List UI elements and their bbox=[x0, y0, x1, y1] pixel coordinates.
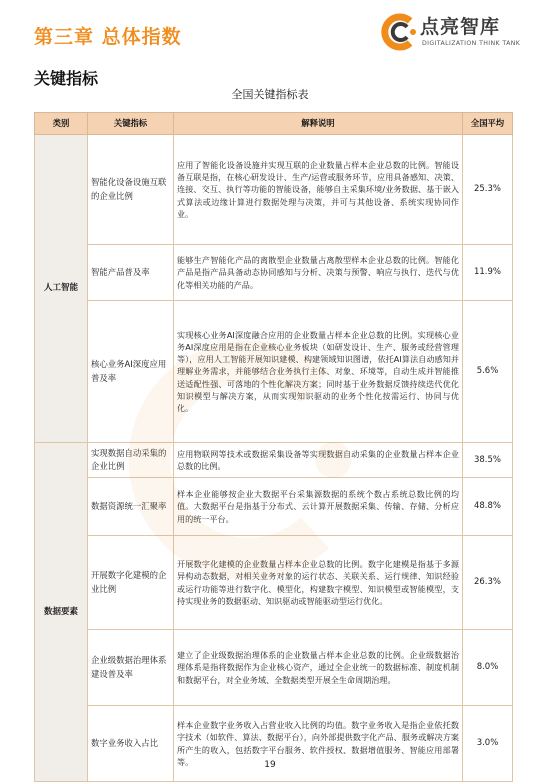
table-row bbox=[35, 478, 513, 536]
table-row bbox=[35, 301, 513, 443]
average-cell: 3.0% bbox=[463, 706, 513, 782]
indicator-cell: 数据资源统一汇聚率 bbox=[88, 478, 174, 536]
table-row bbox=[35, 630, 513, 706]
category-cell: 数据要素 bbox=[35, 443, 88, 782]
page-number: 19 bbox=[264, 760, 276, 770]
average-cell: 48.8% bbox=[463, 478, 513, 536]
table-row bbox=[35, 706, 513, 782]
header-category: 类别 bbox=[35, 113, 88, 135]
brand-logo-icon bbox=[380, 12, 420, 52]
header-description: 解释说明 bbox=[174, 113, 463, 135]
description-cell: 开展数字化建模的企业数量占样本企业总数的比例。数字化建模是指基于多源异构动态数据，对相关业务对象的运行状态、关联关系、运行规律、知识经验或运行功能等进行数字化、模型化，构建数字模型、知识模型或智能模型，支持实现业务的数据驱动、知识驱动或智能驱动型运行优化。 bbox=[174, 536, 463, 630]
brand bbox=[380, 10, 520, 60]
table-row bbox=[35, 443, 513, 478]
kpi-table bbox=[34, 112, 513, 782]
brand-subtitle: DIGITALIZATION THINK TANK bbox=[422, 40, 521, 47]
page-header bbox=[0, 0, 540, 64]
description-cell: 应用了智能化设备设施并实现互联的企业数量占样本企业总数的比例。智能设备互联是指，在核心研发设计、生产/运营或服务环节，应用具备感知、决策、连接、交互、执行等功能的智能设备，能够自主采集环境/业务数据、基于嵌入式算法或边缘计算进行数据处理与决策，并可与其他设备、系统实现协同作业。 bbox=[174, 135, 463, 245]
description-cell: 建立了企业级数据治理体系的企业数量占样本企业总数的比例。企业级数据治理体系是指将数据作为企业核心资产，通过全企业统一的数据标准、制度机制和数据平台，对全业务域、全数据类型开展全生命周期治理。 bbox=[174, 630, 463, 706]
average-cell: 5.6% bbox=[463, 301, 513, 443]
indicator-cell: 实现数据自动采集的企业比例 bbox=[88, 443, 174, 478]
table-row bbox=[35, 135, 513, 245]
average-cell: 38.5% bbox=[463, 443, 513, 478]
indicator-cell: 智能产品普及率 bbox=[88, 245, 174, 301]
average-cell: 8.0% bbox=[463, 630, 513, 706]
average-cell: 26.3% bbox=[463, 536, 513, 630]
brand-name: 点亮智库 bbox=[420, 16, 501, 38]
header-national-average: 全国平均 bbox=[463, 113, 513, 135]
category-cell: 人工智能 bbox=[35, 135, 88, 443]
table-row bbox=[35, 245, 513, 301]
indicator-cell: 开展数字化建模的企业比例 bbox=[88, 536, 174, 630]
description-cell: 实现核心业务AI深度融合应用的企业数量占样本企业总数的比例。实现核心业务AI深度应用是指在企业核心业务板块（如研发设计、生产、服务或经营管理等），应用人工智能开展知识建模、构建领域知识图谱，依托AI算法自动感知并理解业务需求，并能够结合业务执行主体、对象、环境等，自动生成并智能推送适配性强、可落地的个性化解决方案；同时基于业务数据反馈持续迭代优化知识模型与解决方案，从而实现知识驱动的业务个性化按需运行、协同与优化。 bbox=[174, 301, 463, 443]
description-cell: 能够生产智能化产品的离散型企业数量占离散型样本企业总数的比例。智能化产品是指产品具备动态协同感知与分析、决策与预警、响应与执行、迭代与优化等相关功能的产品。 bbox=[174, 245, 463, 301]
header-indicator: 关键指标 bbox=[88, 113, 174, 135]
average-cell: 11.9% bbox=[463, 245, 513, 301]
description-cell: 样本企业能够按企业大数据平台采集源数据的系统个数占系统总数比例的均值。大数据平台是指基于分布式、云计算开展数据采集、传输、存储、分析应用的统一平台。 bbox=[174, 478, 463, 536]
table-title: 全国关键指标表 bbox=[231, 88, 309, 101]
description-cell: 应用物联网等技术或数据采集设备等实现数据自动采集的企业数量占样本企业总数的比例。 bbox=[174, 443, 463, 478]
indicator-cell: 数字业务收入占比 bbox=[88, 706, 174, 782]
indicator-cell: 企业级数据治理体系建设普及率 bbox=[88, 630, 174, 706]
indicator-cell: 智能化设备设施互联的企业比例 bbox=[88, 135, 174, 245]
table-row bbox=[35, 536, 513, 630]
section-title: 关键指标 bbox=[34, 69, 99, 88]
indicator-cell: 核心业务AI深度应用普及率 bbox=[88, 301, 174, 443]
description-cell: 样本企业数字业务收入占营业收入比例的均值。数字业务收入是指企业依托数字技术（如软件、算法、数据平台），向外部提供数字化产品、服务或解决方案所产生的收入，包括数字平台服务、软件授权、数据增值服务、智能应用部署等。 bbox=[174, 706, 463, 782]
table-header-row bbox=[35, 113, 513, 135]
chapter-title: 第三章 总体指数 bbox=[34, 26, 182, 48]
kpi-table-container bbox=[34, 112, 512, 782]
average-cell: 25.3% bbox=[463, 135, 513, 245]
